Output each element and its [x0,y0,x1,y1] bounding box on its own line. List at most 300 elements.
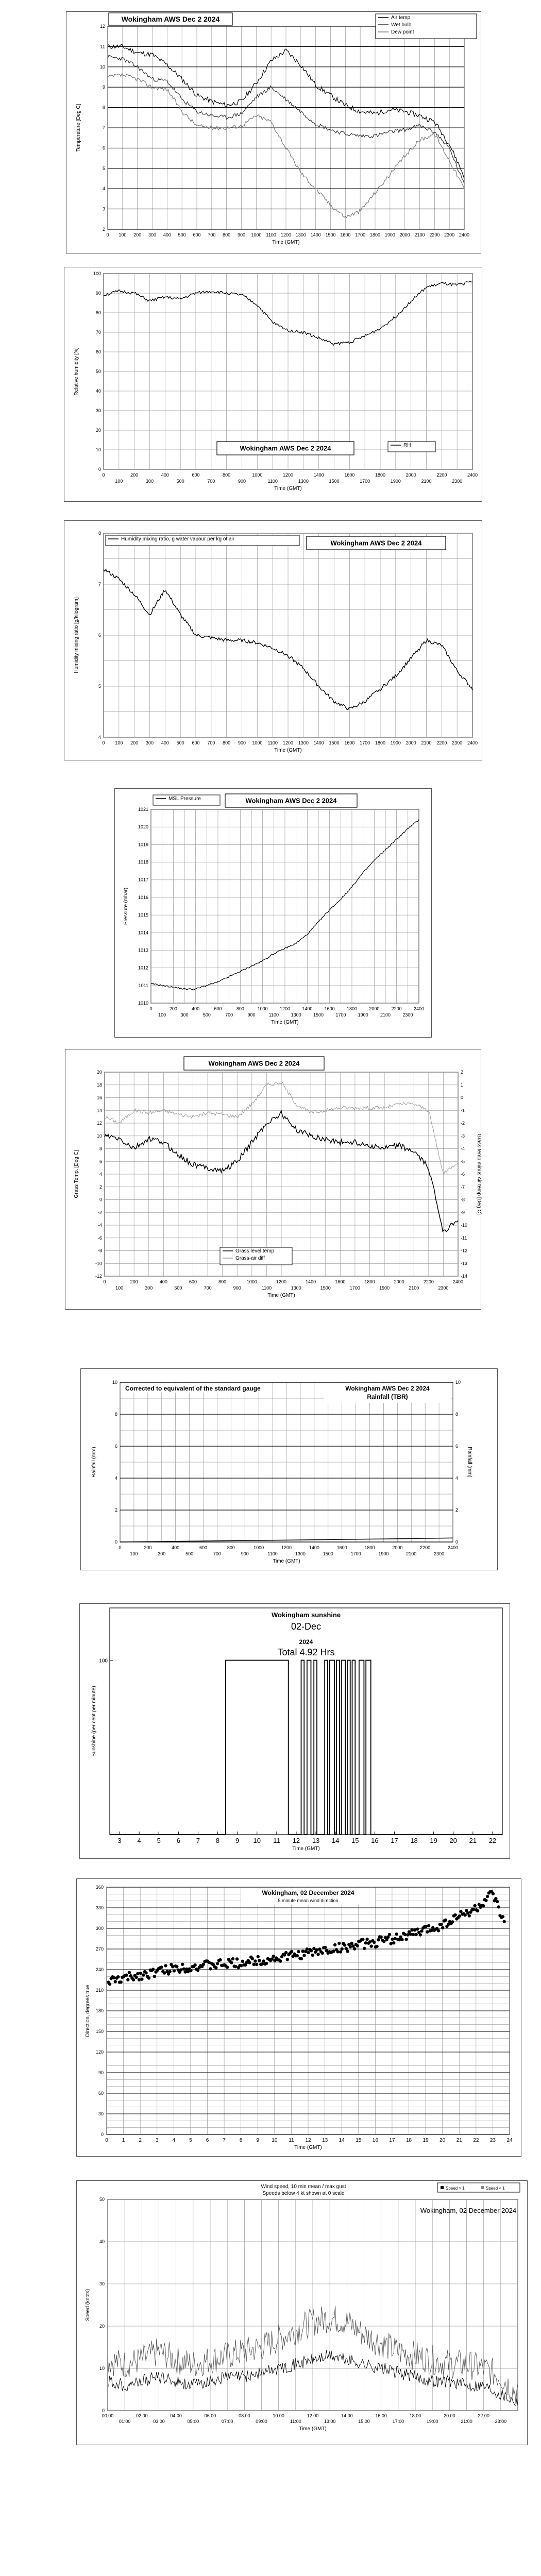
direction-point [419,1933,422,1936]
chart-svg [77,1879,521,2156]
y-tick-label: 6 [114,1444,117,1449]
x-tick-label: 500 [202,1012,211,1018]
chart-subtitle: 5 minute mean wind direction [278,1898,339,1903]
x-tick-label: 07:00 [221,2419,233,2424]
x-tick-label: 900 [237,232,246,238]
direction-point [218,1958,222,1961]
y-tick-label: 10 [96,1133,102,1139]
chart-temperature [66,11,481,253]
y-axis-label: Grass Temp. [Deg C] [74,1150,79,1198]
direction-point [451,1920,454,1923]
x-tick-label: 1700 [355,232,366,238]
x-tick-label: 700 [207,479,215,484]
direction-point [226,1965,229,1969]
x-tick-label: 1000 [257,1006,268,1011]
direction-point [231,1957,234,1960]
x-tick-label: 04:00 [170,2413,182,2418]
x-tick-label: 900 [238,740,246,745]
y-axis-label-right: Rainfall (mm) [467,1447,472,1478]
direction-point [284,1951,288,1954]
y-axis-label: Pressure (mbar) [123,887,129,925]
direction-point [468,1914,471,1917]
direction-point [261,1962,264,1965]
x-tick-label: 300 [158,1551,166,1556]
y-tick-label-right: -4 [461,1146,465,1151]
x-tick-label: 700 [225,1012,233,1018]
x-tick-label: 20 [449,1837,457,1844]
x-tick-label: 800 [218,1279,227,1284]
y-tick-label: 8 [455,1412,459,1417]
y-tick-label: 1020 [138,824,148,830]
y-tick-label: 1015 [138,912,148,918]
y-tick-label-right: -8 [461,1197,465,1202]
x-tick-label: 200 [130,472,139,478]
x-tick-label: 800 [236,1006,244,1011]
x-tick-label: 100 [130,1551,138,1556]
chart-svg [64,267,482,501]
x-tick-label: 200 [169,1006,177,1011]
x-tick-label: 23 [489,2138,496,2143]
x-tick-label: 1300 [298,479,309,484]
y-tick-label: 40 [95,388,101,394]
x-tick-label: 5 [189,2138,192,2143]
direction-point [464,1913,467,1917]
direction-point [503,1920,506,1923]
direction-point [164,1964,167,1967]
direction-point [126,1978,129,1981]
chart-rainfall [80,1368,498,1570]
x-tick-label: 2400 [467,472,478,478]
x-tick-label: 0 [103,1279,106,1284]
x-axis-label: Time (GMT) [272,240,300,245]
x-tick-label: 400 [172,1545,180,1550]
x-tick-label: 7 [223,2138,226,2143]
x-tick-label: 1 [122,2138,125,2143]
x-tick-label: 1200 [279,1006,291,1011]
direction-point [279,1959,282,1962]
y-tick-label: -4 [97,1223,102,1228]
x-tick-label: 12 [305,2138,311,2143]
x-tick-label: 1400 [309,1545,319,1550]
direction-point [240,1964,243,1967]
y-tick-label: 1017 [138,877,148,883]
x-tick-label: 05:00 [187,2419,199,2424]
direction-point [444,1919,447,1922]
x-tick-label: 6 [176,1837,180,1844]
x-tick-label: 18 [405,2138,412,2143]
direction-point [114,1980,117,1983]
x-tick-label: 19 [422,2138,429,2143]
y-tick-label-right: -1 [461,1108,465,1113]
direction-point [301,1950,305,1953]
x-tick-label: 600 [214,1006,222,1011]
y-tick-label: 40 [99,2239,105,2244]
x-tick-label: 20 [439,2138,446,2143]
x-tick-label: 2100 [414,232,425,238]
y-tick-label: 0 [455,1539,459,1545]
y-tick-label: 10 [455,1380,461,1385]
year-label: 2024 [299,1638,313,1646]
y-tick-label: 2 [114,1507,117,1513]
x-axis-label: Time (GMT) [267,1293,295,1298]
chart-pressure [114,788,432,1038]
x-tick-label: 0 [105,2138,108,2143]
direction-point [142,1973,145,1976]
direction-point [394,1937,397,1940]
y-tick-label: 1016 [138,894,148,900]
chart-wind-direction [76,1878,521,2157]
x-tick-label: 06:00 [204,2413,216,2418]
y-tick-label: 10 [112,1380,117,1385]
y-tick-label: 150 [95,2029,104,2034]
y-tick-label: 1019 [138,842,148,848]
x-tick-label: 700 [213,1551,221,1556]
x-tick-label: 1100 [267,1551,278,1556]
x-tick-label: 800 [223,740,231,745]
direction-point [316,1953,319,1956]
x-tick-label: 10 [272,2138,278,2143]
direction-point [251,1957,254,1960]
x-tick-label: 6 [206,2138,209,2143]
x-tick-label: 2100 [409,1285,419,1291]
direction-point [262,1959,265,1962]
x-tick-label: 2400 [413,1006,425,1011]
chart-title: Wokingham AWS Dec 2 2024 [208,1059,300,1067]
direction-point [424,1925,427,1928]
x-tick-label: 700 [207,740,215,745]
x-tick-label: 4 [172,2138,176,2143]
chart-mixing-ratio [64,520,482,760]
direction-point [353,1947,356,1950]
x-tick-label: 15:00 [358,2419,370,2424]
x-tick-label: 900 [241,1551,249,1556]
y-tick-label-right: -5 [461,1159,465,1164]
x-tick-label: 19 [430,1837,437,1844]
y-tick-label-right: -6 [461,1172,465,1177]
x-tick-label: 7 [196,1837,200,1844]
x-tick-label: 1100 [267,740,278,745]
y-tick-label-right: -12 [461,1248,468,1253]
direction-point [370,1944,373,1947]
direction-point [373,1941,376,1944]
direction-point [136,1972,139,1975]
x-tick-label: 1500 [329,479,340,484]
x-tick-label: 9 [235,1837,240,1844]
y-tick-label: 330 [95,1905,104,1910]
x-tick-label: 700 [208,232,216,238]
x-tick-label: 900 [238,479,246,484]
x-tick-label: 2100 [406,1551,417,1556]
x-tick-label: 2300 [452,479,463,484]
y-tick-label: 8 [114,1412,117,1417]
direction-point [189,1969,192,1972]
y-axis-label: Rainfall (mm) [91,1447,97,1478]
x-tick-label: 600 [193,232,201,238]
y-tick-label: -12 [95,1274,102,1279]
y-tick-label: 0 [98,467,101,472]
y-tick-label: 50 [95,369,101,374]
direction-point [392,1941,395,1944]
y-axis-label: Humidity mixing ratio [g/kilogram] [74,597,79,673]
direction-point [441,1926,444,1929]
x-tick-label: 300 [145,1285,153,1291]
x-tick-label: 22 [473,2138,479,2143]
x-tick-label: 2400 [452,1279,464,1284]
x-tick-label: 300 [145,740,154,745]
x-tick-label: 100 [115,740,123,745]
y-tick-label: 1010 [138,1001,148,1006]
y-tick-label: 20 [99,2324,105,2329]
x-tick-label: 09:00 [256,2419,267,2424]
x-axis-label: Time (GMT) [299,2426,327,2432]
x-tick-label: 01:00 [119,2419,131,2424]
direction-point [163,1971,166,1974]
direction-point [406,1933,409,1936]
y-tick-label-right: 0 [461,1095,464,1100]
x-tick-label: 1300 [291,1285,301,1291]
direction-point [437,1929,440,1932]
direction-point [426,1930,429,1934]
direction-point [494,1897,497,1900]
direction-point [496,1900,499,1903]
x-tick-label: 2000 [392,1545,403,1550]
y-tick-label-right: -3 [461,1133,465,1139]
y-tick-label-right: -10 [461,1223,468,1228]
y-tick-label: 1011 [138,982,148,988]
x-tick-label: 1700 [360,479,370,484]
x-tick-label: 100 [115,1285,124,1291]
y-tick-label: 100 [99,1658,108,1664]
x-tick-label: 1600 [344,472,355,478]
chart-subtitle: 02-Dec [291,1621,322,1632]
x-axis-label: Time (GMT) [294,2145,322,2150]
x-tick-label: 200 [133,232,142,238]
y-tick-label: 12 [99,24,105,29]
y-tick-label: 1014 [138,930,148,936]
direction-point [147,1976,150,1979]
direction-point [482,1904,485,1907]
y-tick-label: 2 [455,1507,459,1513]
direction-point [427,1924,430,1927]
chart-subtitle: Rainfall (TBR) [367,1393,408,1400]
legend-marker [441,2186,444,2189]
y-tick-label: 0 [114,1539,117,1545]
x-tick-label: 2100 [421,479,432,484]
x-tick-label: 22:00 [478,2413,489,2418]
direction-point [108,1982,111,1986]
x-tick-label: 1900 [390,479,401,484]
x-tick-label: 1500 [323,1551,333,1556]
legend-entry: Dew point [391,29,414,35]
direction-point [181,1963,184,1966]
x-tick-label: 1500 [313,1012,324,1018]
x-tick-label: 4 [137,1837,141,1844]
x-tick-label: 300 [180,1012,189,1018]
chart-title: Wokingham AWS Dec 2 2024 [345,1385,430,1392]
x-tick-label: 1900 [390,740,401,745]
y-tick-label: 4 [114,1476,117,1481]
x-tick-label: 11 [273,1837,280,1844]
chart-title: Wokingham, 02 December 2024 [420,2207,517,2214]
direction-point [120,1980,123,1984]
x-tick-label: 500 [178,232,186,238]
x-tick-label: 1800 [375,740,386,745]
x-tick-label: 00:00 [102,2413,114,2418]
x-tick-label: 1700 [350,1551,361,1556]
x-tick-label: 2300 [402,1012,413,1018]
y-tick-label: 360 [95,1885,104,1890]
direction-point [175,1965,178,1968]
direction-point [112,1976,115,1979]
x-tick-label: 800 [227,1545,235,1550]
legend-entry: Grass-air diff [235,1256,265,1261]
y-tick-label: 20 [96,1070,102,1075]
direction-point [297,1950,300,1953]
direction-point [270,1957,274,1960]
x-tick-label: 8 [215,1837,220,1844]
direction-point [416,1927,419,1930]
direction-point [272,1955,275,1958]
x-tick-label: 1800 [375,472,386,478]
direction-point [173,1969,176,1972]
direction-point [193,1963,196,1967]
x-tick-label: 15 [356,2138,362,2143]
x-tick-label: 12 [292,1837,300,1844]
chart-title: Wokingham AWS Dec 2 2024 [240,444,331,452]
direction-point [332,1950,335,1953]
direction-point [404,1938,408,1941]
x-tick-label: 16 [371,1837,379,1844]
y-tick-label: 8 [99,1146,102,1151]
y-tick-label-right: -11 [461,1235,467,1241]
x-tick-label: 1400 [313,472,324,478]
direction-point [356,1944,359,1947]
x-tick-label: 14 [339,2138,345,2143]
x-tick-label: 1700 [335,1012,346,1018]
x-tick-label: 1700 [360,740,370,745]
y-tick-label: 1021 [138,807,148,812]
x-tick-label: 1900 [378,1551,389,1556]
y-tick-label: 180 [95,2008,104,2013]
x-tick-label: 21 [456,2138,462,2143]
direction-point [160,1965,163,1969]
y-tick-label: 30 [98,2111,104,2116]
x-tick-label: 500 [176,740,184,745]
x-tick-label: 100 [115,479,123,484]
x-tick-label: 3 [155,2138,159,2143]
direction-point [307,1951,310,1954]
x-tick-label: 8 [239,2138,243,2143]
direction-point [395,1933,398,1936]
y-tick-label: 8 [98,531,101,536]
direction-point [257,1955,260,1958]
direction-point [306,1947,309,1951]
x-tick-label: 13 [312,1837,320,1844]
x-tick-label: 600 [192,472,200,478]
direction-point [501,1915,504,1918]
y-tick-label: 10 [99,2366,105,2371]
chart-title: Wokingham AWS Dec 2 2024 [330,539,422,547]
x-tick-label: 2300 [438,1285,449,1291]
y-tick-label: 100 [93,271,101,276]
x-tick-label: 10 [253,1837,261,1844]
x-tick-label: 1100 [266,232,276,238]
x-tick-label: 1300 [298,740,309,745]
x-tick-label: 700 [204,1285,212,1291]
x-tick-label: 400 [192,1006,200,1011]
x-tick-label: 14:00 [341,2413,353,2418]
x-tick-label: 2100 [380,1012,391,1018]
x-tick-label: 1600 [335,1279,346,1284]
direction-point [179,1968,182,1971]
x-tick-label: 0 [102,472,105,478]
direction-point [234,1965,237,1968]
y-axis-label: Speed (knots) [85,2289,91,2321]
x-tick-label: 1400 [313,740,324,745]
x-tick-label: 1000 [251,232,262,238]
x-tick-label: 1200 [276,1279,287,1284]
chart-svg [81,1369,497,1570]
direction-point [486,1895,489,1898]
y-tick-label: 7 [98,582,101,587]
x-tick-label: 20:00 [444,2413,455,2418]
direction-point [296,1954,299,1957]
y-tick-label: 80 [95,310,101,315]
x-tick-label: 16:00 [375,2413,387,2418]
x-tick-label: 16 [372,2138,378,2143]
direction-point [346,1950,349,1953]
chart-grass-temp [65,1049,481,1310]
direction-point [341,1947,344,1951]
legend-entry: Air temp [391,15,411,21]
x-tick-label: 500 [174,1285,182,1291]
x-tick-label: 11:00 [290,2419,301,2424]
y-tick-label: 2 [99,1184,102,1190]
y-tick-label-right: -14 [461,1274,468,1279]
direction-point [138,1978,141,1981]
chart-annotation: Corrected to equivalent of the standard gauge [125,1385,261,1392]
x-tick-label: 13 [322,2138,328,2143]
y-tick-label: 1018 [138,859,148,865]
y-tick-label: 210 [95,1988,104,1993]
x-tick-label: 17 [391,1837,398,1844]
y-tick-label-right: 2 [461,1070,464,1075]
chart-title: Wokingham AWS Dec 2 2024 [121,14,220,23]
direction-point [343,1943,346,1946]
legend-marker [481,2186,484,2189]
x-tick-label: 1000 [246,1279,257,1284]
x-tick-label: 200 [144,1545,152,1550]
direction-point [128,1971,131,1974]
x-tick-label: 17 [389,2138,395,2143]
x-tick-label: 23:00 [495,2419,507,2424]
y-tick-label: 30 [95,408,101,413]
direction-point [414,1933,417,1936]
x-tick-label: 12:00 [307,2413,319,2418]
y-tick-label: 2 [102,227,105,232]
x-tick-label: 1400 [302,1006,313,1011]
direction-point [310,1949,313,1952]
y-axis-label: Relative humidity [%] [74,347,79,396]
y-axis-label: Direction, degrees true [85,1985,91,2037]
direction-point [202,1963,205,1966]
y-tick-label: -2 [97,1210,102,1215]
y-tick-label: 7 [102,125,105,130]
x-tick-label: 1500 [329,740,340,745]
direction-point [365,1938,368,1941]
y-tick-label: 1013 [138,947,148,953]
direction-point [125,1974,128,1977]
